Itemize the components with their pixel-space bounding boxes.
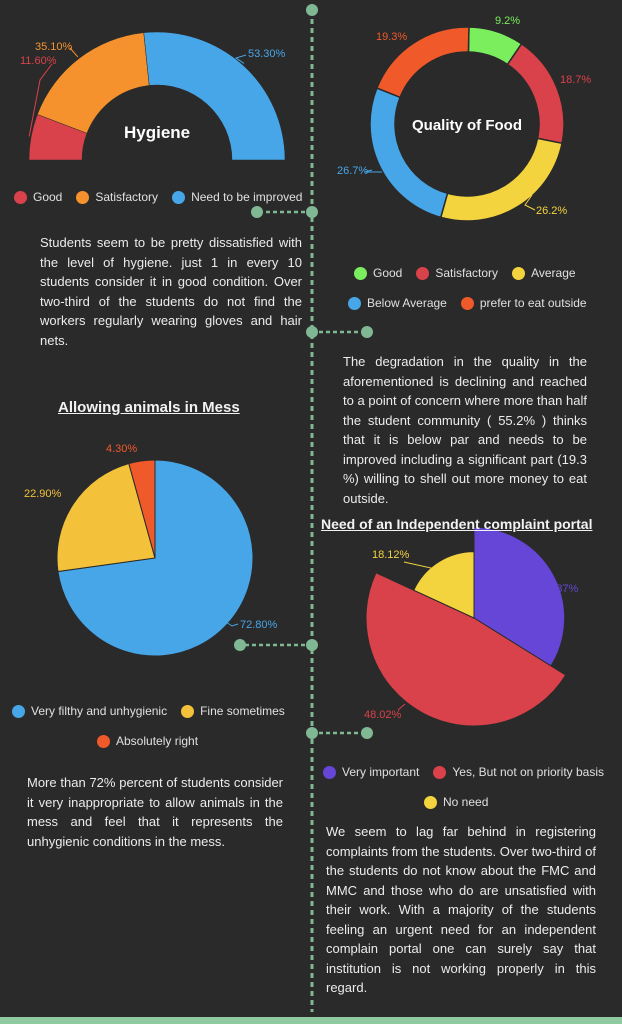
food-data-label: 26.7% — [337, 165, 369, 177]
legend-item[interactable] — [12, 704, 167, 718]
legend-swatch — [348, 297, 361, 310]
legend-swatch — [416, 267, 429, 280]
animals-title: Allowing animals in Mess — [58, 399, 240, 416]
portal-data-label: 48.02% — [364, 709, 402, 721]
food-legend-row1 — [354, 266, 576, 280]
animals-data-label: 4.30% — [106, 443, 138, 455]
hygiene-legend — [14, 190, 302, 204]
legend-item[interactable] — [461, 296, 587, 310]
legend-swatch — [433, 766, 446, 779]
food-title: Quality of Food — [412, 117, 522, 134]
animals-legend-row2 — [97, 734, 198, 748]
portal-data-label: 18.12% — [372, 549, 410, 561]
legend-item[interactable] — [354, 266, 402, 280]
legend-swatch — [354, 267, 367, 280]
animals-data-label: 22.90% — [24, 488, 62, 500]
animals-data-label: 72.80% — [240, 619, 278, 631]
legend-label: Satisfactory — [435, 266, 499, 280]
hygiene-text: Students seem to be pretty dissatisfied with the level of hygiene. just 1 in every 10 students consider it in good condition. Over two-third of the students do not find the workers regularly wearing gloves and hair nets. — [40, 235, 302, 348]
portal-legend-row2 — [424, 795, 488, 809]
legend-swatch — [172, 191, 185, 204]
food-data-label: 19.3% — [376, 31, 408, 43]
hygiene-title: Hygiene — [124, 123, 191, 142]
legend-item[interactable] — [14, 190, 62, 204]
legend-label: No need — [443, 795, 489, 809]
legend-label: Average — [531, 266, 576, 280]
hygiene-data-label: 11.60% — [20, 55, 57, 67]
leader-line — [398, 704, 405, 710]
legend-label: prefer to eat outside — [479, 296, 587, 310]
portal-title: Need of an Independent complaint portal — [321, 516, 593, 532]
legend-swatch — [323, 766, 336, 779]
legend-label: Fine sometimes — [200, 704, 285, 718]
legend-label: Good — [373, 266, 403, 280]
legend-item[interactable] — [512, 266, 575, 280]
legend-swatch — [424, 796, 437, 809]
legend-swatch — [76, 191, 89, 204]
legend-swatch — [97, 735, 110, 748]
legend-swatch — [461, 297, 474, 310]
animals-text: More than 72% percent of students consider it very inappropriate to allow animals in the mess and feel that it represents the unhygienic conditions in the mess. — [27, 775, 283, 849]
portal-text: We seem to lag far behind in registering complaints from the students. Over two-third of the students do not know about the FMC and MMC and those who do are unsatisfied with their work. With a majority of the students feeling an urgent need for an independent complain portal one can surely say that institution is not working properly in this regard. — [326, 824, 596, 995]
legend-label: Good — [33, 190, 63, 204]
hygiene-data-label: 53.30% — [248, 48, 286, 60]
legend-item[interactable] — [424, 795, 488, 809]
food-data-label: 26.2% — [536, 205, 568, 217]
hygiene-data-label: 35.10% — [35, 41, 73, 53]
legend-item[interactable] — [416, 266, 498, 280]
legend-swatch — [14, 191, 27, 204]
legend-item[interactable] — [348, 296, 447, 310]
portal-legend-row1 — [323, 765, 604, 779]
food-text: The degradation in the quality in the aforementioned is declining and reached to a point of concern where more than half the student community ( 55.2% ) thinks that it is below par and needs to be improved including a significant part (19.3 %) willing to shell out more money to eat outside. — [343, 354, 587, 506]
legend-label: Very filthy and unhygienic — [31, 704, 168, 718]
food-data-label: 9.2% — [495, 15, 521, 27]
legend-item[interactable] — [433, 765, 604, 779]
food-legend-row2 — [348, 296, 587, 310]
legend-label: Yes, But not on priority basis — [452, 765, 605, 779]
legend-item[interactable] — [172, 190, 302, 204]
legend-swatch — [512, 267, 525, 280]
legend-swatch — [181, 705, 194, 718]
animals-legend-row1 — [12, 704, 285, 718]
legend-item[interactable] — [97, 734, 198, 748]
legend-item[interactable] — [323, 765, 419, 779]
footer-bar — [0, 1017, 622, 1024]
legend-item[interactable] — [181, 704, 285, 718]
legend-swatch — [12, 705, 25, 718]
legend-label: Below Average — [367, 296, 447, 310]
portal-data-label: 33.87% — [541, 583, 579, 595]
legend-label: Absolutely right — [116, 734, 199, 748]
legend-label: Satisfactory — [95, 190, 159, 204]
legend-label: Need to be improved — [191, 190, 303, 204]
legend-label: Very important — [342, 765, 420, 779]
food-slice-3 — [370, 88, 448, 217]
food-data-label: 18.7% — [560, 74, 592, 86]
legend-item[interactable] — [76, 190, 158, 204]
